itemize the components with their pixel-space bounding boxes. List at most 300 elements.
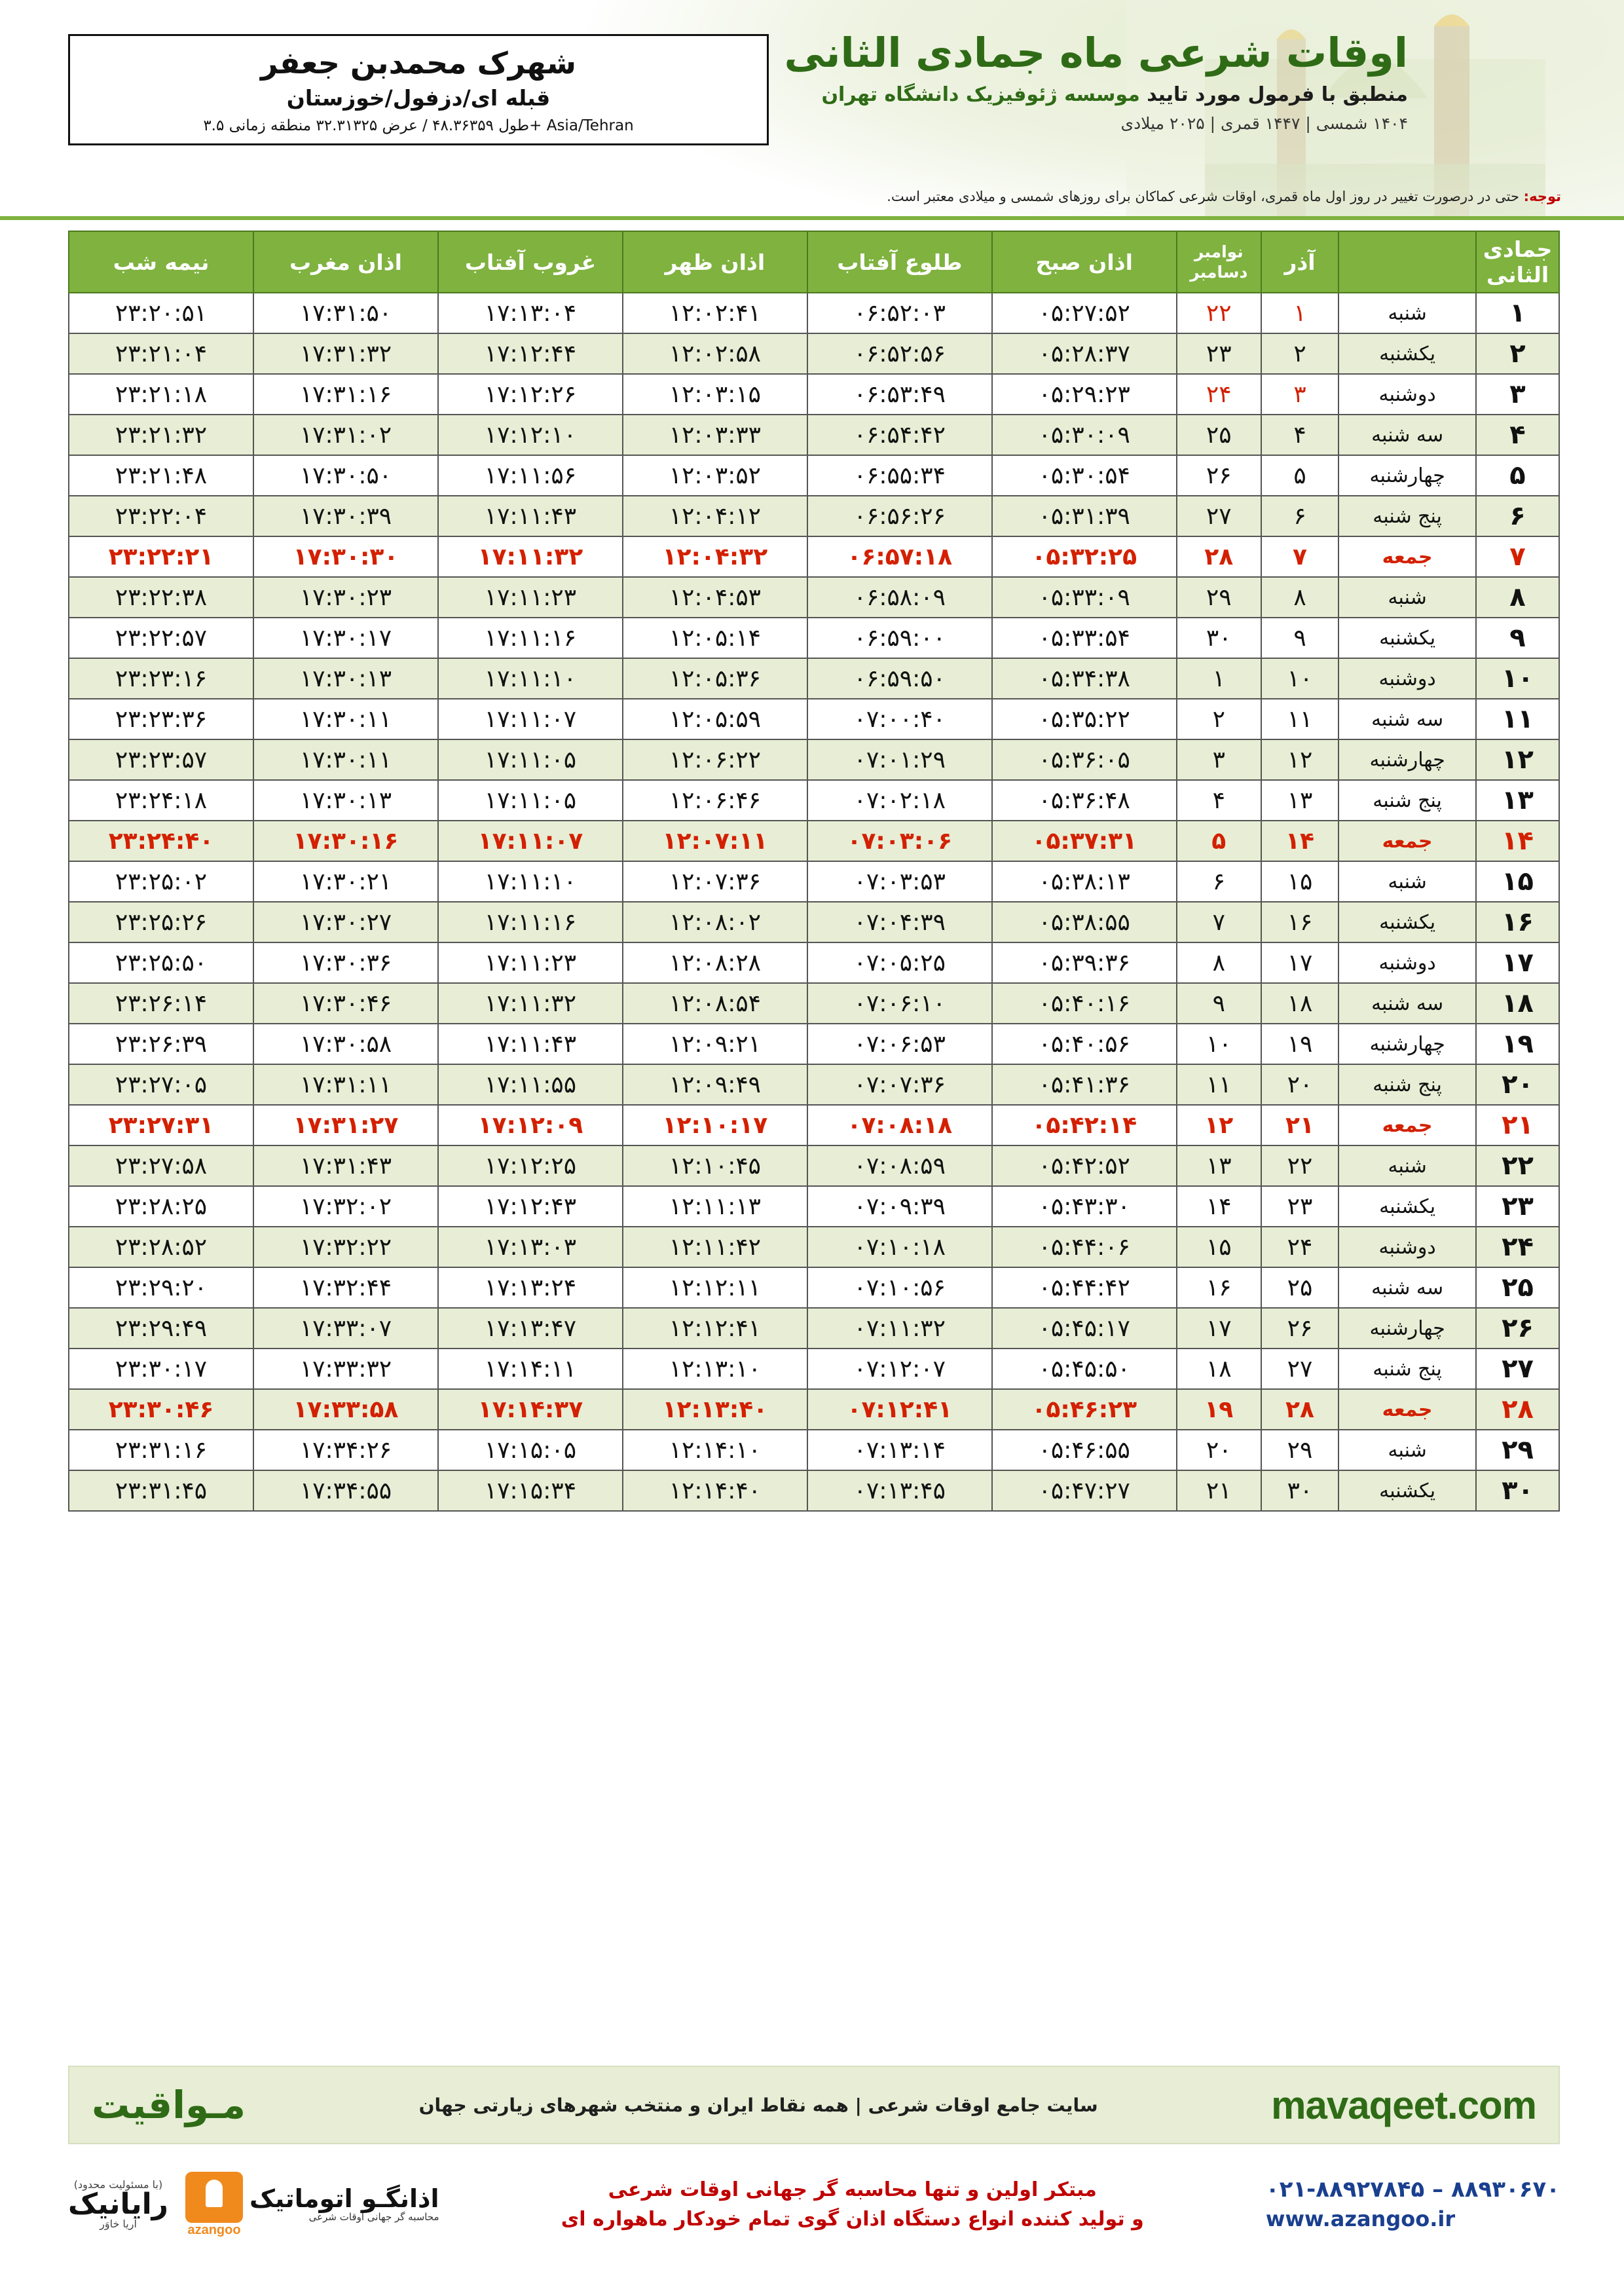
cell-gregorian-day: ۲۰ (1177, 1430, 1261, 1470)
cell-dhuhr: ۱۲:۱۰:۱۷ (623, 1105, 807, 1145)
table-row (69, 374, 1559, 415)
cell-maghrib: ۱۷:۳۲:۲۲ (253, 1227, 438, 1267)
cell-azar-day: ۲۳ (1261, 1186, 1338, 1227)
cell-maghrib: ۱۷:۳۱:۱۶ (253, 374, 438, 415)
cell-sunrise: ۰۶:۵۹:۵۰ (807, 658, 992, 699)
cell-fajr: ۰۵:۴۴:۰۶ (992, 1227, 1177, 1267)
cell-dhuhr: ۱۲:۰۳:۳۳ (623, 415, 807, 455)
table-row (69, 780, 1559, 821)
cell-fajr: ۰۵:۲۸:۳۷ (992, 333, 1177, 374)
cell-maghrib: ۱۷:۳۰:۱۶ (253, 821, 438, 861)
cell-hijri-day: ۲۷ (1476, 1349, 1559, 1389)
cell-sunset: ۱۷:۱۲:۰۹ (438, 1105, 623, 1145)
azangoo-logo-sub: محاسبه گر جهانی اوقات شرعی (308, 2211, 439, 2223)
cell-weekday: چهارشنبه (1338, 455, 1476, 496)
cell-dhuhr: ۱۲:۰۹:۲۱ (623, 1024, 807, 1064)
cell-sunset: ۱۷:۱۲:۲۶ (438, 374, 623, 415)
cell-hijri-day: ۱۷ (1476, 942, 1559, 983)
cell-maghrib: ۱۷:۳۲:۰۲ (253, 1186, 438, 1227)
page-footer (0, 2054, 1624, 2270)
cell-hijri-day: ۱۵ (1476, 861, 1559, 902)
cell-hijri-day: ۳ (1476, 374, 1559, 415)
table-row (69, 333, 1559, 374)
cell-azar-day: ۵ (1261, 455, 1338, 496)
cell-sunset: ۱۷:۱۱:۰۷ (438, 699, 623, 739)
city-coordinates: طول ۴۸.۳۶۳۵۹ / عرض ۳۲.۳۱۳۲۵ منطقه زمانی ۳.۵+ Asia/Tehran (203, 117, 634, 134)
cell-weekday: سه شنبه (1338, 1267, 1476, 1308)
table-row (69, 902, 1559, 942)
cell-gregorian-day: ۴ (1177, 780, 1261, 821)
cell-gregorian-day: ۲۱ (1177, 1470, 1261, 1511)
cell-midnight: ۲۳:۲۸:۵۲ (69, 1227, 253, 1267)
cell-hijri-day: ۹ (1476, 618, 1559, 658)
cell-dhuhr: ۱۲:۰۳:۱۵ (623, 374, 807, 415)
cell-hijri-day: ۱۰ (1476, 658, 1559, 699)
city-region: قبله ای/دزفول/خوزستان (286, 84, 551, 111)
cell-midnight: ۲۳:۲۹:۲۰ (69, 1267, 253, 1308)
table-row (69, 942, 1559, 983)
cell-fajr: ۰۵:۳۶:۴۸ (992, 780, 1177, 821)
cell-gregorian-day: ۱۹ (1177, 1389, 1261, 1430)
cell-weekday: دوشنبه (1338, 942, 1476, 983)
cell-fajr: ۰۵:۴۰:۵۶ (992, 1024, 1177, 1064)
cell-azar-day: ۱ (1261, 293, 1338, 333)
cell-midnight: ۲۳:۲۱:۳۲ (69, 415, 253, 455)
cell-dhuhr: ۱۲:۰۸:۲۸ (623, 942, 807, 983)
brand-domain[interactable]: mavaqeet.com (1271, 2083, 1536, 2127)
cell-maghrib: ۱۷:۳۰:۲۷ (253, 902, 438, 942)
cell-azar-day: ۱۹ (1261, 1024, 1338, 1064)
header-sunrise: طلوع آفتاب (807, 231, 992, 293)
table-row (69, 455, 1559, 496)
cell-midnight: ۲۳:۲۰:۵۱ (69, 293, 253, 333)
cell-midnight: ۲۳:۲۶:۱۴ (69, 983, 253, 1024)
header-note: توجه: حتی در درصورت تغییر در روز اول ماه قمری، اوقات شرعی کماکان برای روزهای شمسی و میلادی معتبر است. (887, 189, 1561, 204)
cell-weekday: جمعه (1338, 821, 1476, 861)
cell-gregorian-day: ۱۳ (1177, 1145, 1261, 1186)
cell-maghrib: ۱۷:۳۰:۲۳ (253, 577, 438, 618)
cell-azar-day: ۱۳ (1261, 780, 1338, 821)
table-row (69, 1470, 1559, 1511)
rayanik-logo-sub: آریا خاوَر (100, 2218, 137, 2230)
cell-maghrib: ۱۷:۳۱:۰۲ (253, 415, 438, 455)
cell-weekday: یکشنبه (1338, 902, 1476, 942)
cell-sunrise: ۰۶:۵۵:۳۴ (807, 455, 992, 496)
cell-sunrise: ۰۷:۱۱:۳۲ (807, 1308, 992, 1349)
cell-sunset: ۱۷:۱۱:۰۷ (438, 821, 623, 861)
cell-dhuhr: ۱۲:۱۱:۴۲ (623, 1227, 807, 1267)
prayer-times-table-wrap (68, 231, 1560, 1512)
cell-midnight: ۲۳:۲۶:۳۹ (69, 1024, 253, 1064)
cell-fajr: ۰۵:۳۸:۱۳ (992, 861, 1177, 902)
cell-weekday: شنبه (1338, 1145, 1476, 1186)
cell-dhuhr: ۱۲:۰۴:۱۲ (623, 496, 807, 536)
cell-gregorian-day: ۲۸ (1177, 536, 1261, 577)
cell-weekday: سه شنبه (1338, 983, 1476, 1024)
cell-dhuhr: ۱۲:۰۲:۵۸ (623, 333, 807, 374)
cell-sunrise: ۰۷:۰۵:۲۵ (807, 942, 992, 983)
cell-hijri-day: ۱۶ (1476, 902, 1559, 942)
cell-sunrise: ۰۶:۵۶:۲۶ (807, 496, 992, 536)
cell-azar-day: ۲۶ (1261, 1308, 1338, 1349)
cell-maghrib: ۱۷:۳۳:۵۸ (253, 1389, 438, 1430)
table-row (69, 1389, 1559, 1430)
cell-sunset: ۱۷:۱۱:۵۵ (438, 1064, 623, 1105)
cell-dhuhr: ۱۲:۰۹:۴۹ (623, 1064, 807, 1105)
table-row (69, 1024, 1559, 1064)
cell-azar-day: ۹ (1261, 618, 1338, 658)
header-midnight: نیمه شب (69, 231, 253, 293)
rayanik-logo (68, 2180, 168, 2229)
cell-maghrib: ۱۷:۳۰:۱۱ (253, 699, 438, 739)
slogan-line-2: و تولید کننده انواع دستگاه اذان گوی تمام خودکار ماهواره ای (561, 2208, 1144, 2231)
brand-tagline: سایت جامع اوقات شرعی | همه نقاط ایران و منتخب شهرهای زیارتی جهان (418, 2094, 1098, 2116)
cell-azar-day: ۲۷ (1261, 1349, 1338, 1389)
cell-weekday: جمعه (1338, 1389, 1476, 1430)
cell-azar-day: ۲۵ (1261, 1267, 1338, 1308)
cell-sunrise: ۰۶:۵۸:۰۹ (807, 577, 992, 618)
footer-bottom (68, 2159, 1560, 2250)
cell-sunset: ۱۷:۱۱:۰۵ (438, 780, 623, 821)
table-row (69, 983, 1559, 1024)
cell-maghrib: ۱۷:۳۰:۱۷ (253, 618, 438, 658)
cell-weekday: جمعه (1338, 1105, 1476, 1145)
cell-midnight: ۲۳:۲۲:۳۸ (69, 577, 253, 618)
cell-midnight: ۲۳:۲۹:۴۹ (69, 1308, 253, 1349)
cell-fajr: ۰۵:۴۰:۱۶ (992, 983, 1177, 1024)
cell-sunrise: ۰۶:۵۴:۴۲ (807, 415, 992, 455)
cell-hijri-day: ۵ (1476, 455, 1559, 496)
cell-weekday: شنبه (1338, 293, 1476, 333)
table-row (69, 618, 1559, 658)
cell-fajr: ۰۵:۴۲:۱۴ (992, 1105, 1177, 1145)
cell-weekday: شنبه (1338, 1430, 1476, 1470)
cell-dhuhr: ۱۲:۱۱:۱۳ (623, 1186, 807, 1227)
cell-midnight: ۲۳:۲۴:۴۰ (69, 821, 253, 861)
cell-maghrib: ۱۷:۳۰:۱۳ (253, 658, 438, 699)
table-row (69, 821, 1559, 861)
cell-hijri-day: ۲۲ (1476, 1145, 1559, 1186)
prayer-times-table (68, 231, 1560, 1512)
cell-sunset: ۱۷:۱۱:۲۳ (438, 942, 623, 983)
cell-fajr: ۰۵:۲۹:۲۳ (992, 374, 1177, 415)
header-gregorian (1177, 231, 1261, 293)
cell-sunrise: ۰۷:۰۳:۰۶ (807, 821, 992, 861)
cell-midnight: ۲۳:۲۸:۲۵ (69, 1186, 253, 1227)
azangoo-logo-latin: azangoo (187, 2222, 241, 2237)
cell-maghrib: ۱۷:۳۰:۳۶ (253, 942, 438, 983)
cell-sunset: ۱۷:۱۳:۲۴ (438, 1267, 623, 1308)
cell-weekday: یکشنبه (1338, 1186, 1476, 1227)
cell-sunrise: ۰۷:۰۶:۵۳ (807, 1024, 992, 1064)
cell-hijri-day: ۱۳ (1476, 780, 1559, 821)
cell-midnight: ۲۳:۲۵:۵۰ (69, 942, 253, 983)
table-row (69, 496, 1559, 536)
cell-maghrib: ۱۷:۳۰:۱۱ (253, 739, 438, 780)
cell-sunset: ۱۷:۱۵:۰۵ (438, 1430, 623, 1470)
cell-maghrib: ۱۷:۳۰:۲۱ (253, 861, 438, 902)
cell-sunrise: ۰۶:۵۲:۵۶ (807, 333, 992, 374)
cell-weekday: چهارشنبه (1338, 1308, 1476, 1349)
cell-sunrise: ۰۷:۱۳:۴۵ (807, 1470, 992, 1511)
cell-azar-day: ۱۴ (1261, 821, 1338, 861)
cell-weekday: دوشنبه (1338, 658, 1476, 699)
cell-weekday: پنج شنبه (1338, 1064, 1476, 1105)
cell-azar-day: ۱۷ (1261, 942, 1338, 983)
cell-maghrib: ۱۷:۳۲:۴۴ (253, 1267, 438, 1308)
cell-fajr: ۰۵:۴۵:۱۷ (992, 1308, 1177, 1349)
cell-dhuhr: ۱۲:۰۲:۴۱ (623, 293, 807, 333)
cell-hijri-day: ۲ (1476, 333, 1559, 374)
cell-azar-day: ۲۱ (1261, 1105, 1338, 1145)
cell-midnight: ۲۳:۲۱:۴۸ (69, 455, 253, 496)
cell-dhuhr: ۱۲:۰۶:۴۶ (623, 780, 807, 821)
cell-dhuhr: ۱۲:۱۳:۱۰ (623, 1349, 807, 1389)
cell-hijri-day: ۲۹ (1476, 1430, 1559, 1470)
cell-weekday: چهارشنبه (1338, 739, 1476, 780)
cell-gregorian-day: ۱۴ (1177, 1186, 1261, 1227)
cell-gregorian-day: ۲۹ (1177, 577, 1261, 618)
cell-sunrise: ۰۶:۵۳:۴۹ (807, 374, 992, 415)
cell-dhuhr: ۱۲:۰۸:۰۲ (623, 902, 807, 942)
table-row (69, 1430, 1559, 1470)
cell-hijri-day: ۳۰ (1476, 1470, 1559, 1511)
cell-azar-day: ۸ (1261, 577, 1338, 618)
cell-dhuhr: ۱۲:۱۳:۴۰ (623, 1389, 807, 1430)
header-maghrib: اذان مغرب (253, 231, 438, 293)
cell-weekday: یکشنبه (1338, 1470, 1476, 1511)
cell-sunrise: ۰۷:۰۰:۴۰ (807, 699, 992, 739)
table-row (69, 293, 1559, 333)
table-header-row (69, 231, 1559, 293)
cell-hijri-day: ۱۴ (1476, 821, 1559, 861)
cell-gregorian-day: ۱۶ (1177, 1267, 1261, 1308)
cell-midnight: ۲۳:۳۰:۱۷ (69, 1349, 253, 1389)
cell-sunset: ۱۷:۱۱:۴۳ (438, 496, 623, 536)
cell-fajr: ۰۵:۴۵:۵۰ (992, 1349, 1177, 1389)
cell-gregorian-day: ۲۲ (1177, 293, 1261, 333)
cell-sunrise: ۰۷:۰۳:۵۳ (807, 861, 992, 902)
table-row (69, 415, 1559, 455)
footer-logos (68, 2172, 439, 2238)
cell-sunset: ۱۷:۱۱:۱۰ (438, 861, 623, 902)
cell-azar-day: ۲ (1261, 333, 1338, 374)
cell-sunset: ۱۷:۱۲:۲۵ (438, 1145, 623, 1186)
cell-hijri-day: ۱۱ (1476, 699, 1559, 739)
cell-azar-day: ۲۸ (1261, 1389, 1338, 1430)
cell-dhuhr: ۱۲:۱۲:۱۱ (623, 1267, 807, 1308)
azangoo-logo-title: اذانگـو اتوماتیک (249, 2184, 439, 2214)
cell-hijri-day: ۸ (1476, 577, 1559, 618)
cell-fajr: ۰۵:۳۲:۲۵ (992, 536, 1177, 577)
subtitle-institute: موسسه ژئوفیزیک دانشگاه تهران (821, 83, 1140, 107)
cell-midnight: ۲۳:۲۵:۰۲ (69, 861, 253, 902)
table-row (69, 1105, 1559, 1145)
cell-fajr: ۰۵:۳۷:۳۱ (992, 821, 1177, 861)
cell-maghrib: ۱۷:۳۴:۲۶ (253, 1430, 438, 1470)
cell-azar-day: ۲۲ (1261, 1145, 1338, 1186)
cell-fajr: ۰۵:۳۹:۳۶ (992, 942, 1177, 983)
cell-azar-day: ۱۵ (1261, 861, 1338, 902)
cell-hijri-day: ۲۶ (1476, 1308, 1559, 1349)
cell-fajr: ۰۵:۴۲:۵۲ (992, 1145, 1177, 1186)
cell-weekday: دوشنبه (1338, 1227, 1476, 1267)
cell-fajr: ۰۵:۴۶:۵۵ (992, 1430, 1177, 1470)
table-row (69, 1145, 1559, 1186)
cell-maghrib: ۱۷:۳۴:۵۵ (253, 1470, 438, 1511)
table-row (69, 861, 1559, 902)
cell-midnight: ۲۳:۲۱:۰۴ (69, 333, 253, 374)
azangoo-logo-text (249, 2186, 439, 2223)
cell-hijri-day: ۲۰ (1476, 1064, 1559, 1105)
cell-hijri-day: ۱۸ (1476, 983, 1559, 1024)
cell-midnight: ۲۳:۲۳:۱۶ (69, 658, 253, 699)
cell-dhuhr: ۱۲:۱۲:۴۱ (623, 1308, 807, 1349)
cell-sunrise: ۰۷:۰۶:۱۰ (807, 983, 992, 1024)
cell-fajr: ۰۵:۴۱:۳۶ (992, 1064, 1177, 1105)
table-row (69, 1308, 1559, 1349)
cell-midnight: ۲۳:۲۷:۳۱ (69, 1105, 253, 1145)
cell-azar-day: ۳ (1261, 374, 1338, 415)
cell-midnight: ۲۳:۲۱:۱۸ (69, 374, 253, 415)
cell-midnight: ۲۳:۲۲:۵۷ (69, 618, 253, 658)
rayanik-logo-top: (با مسئولیت محدود) (73, 2178, 163, 2191)
cell-hijri-day: ۱۲ (1476, 739, 1559, 780)
header-azar: آذر (1261, 231, 1338, 293)
cell-gregorian-day: ۲۷ (1177, 496, 1261, 536)
cell-midnight: ۲۳:۲۴:۱۸ (69, 780, 253, 821)
cell-dhuhr: ۱۲:۰۸:۵۴ (623, 983, 807, 1024)
cell-sunset: ۱۷:۱۱:۱۰ (438, 658, 623, 699)
cell-sunrise: ۰۶:۵۲:۰۳ (807, 293, 992, 333)
cell-fajr: ۰۵:۳۵:۲۲ (992, 699, 1177, 739)
cell-fajr: ۰۵:۴۶:۲۳ (992, 1389, 1177, 1430)
cell-maghrib: ۱۷:۳۱:۳۲ (253, 333, 438, 374)
cell-azar-day: ۲۴ (1261, 1227, 1338, 1267)
cell-midnight: ۲۳:۲۷:۵۸ (69, 1145, 253, 1186)
table-body (69, 293, 1559, 1511)
cell-gregorian-day: ۲۵ (1177, 415, 1261, 455)
cell-azar-day: ۶ (1261, 496, 1338, 536)
cell-hijri-day: ۷ (1476, 536, 1559, 577)
cell-gregorian-day: ۸ (1177, 942, 1261, 983)
table-row (69, 699, 1559, 739)
cell-hijri-day: ۱ (1476, 293, 1559, 333)
page-title: اوقات شرعی ماه جمادی الثانی (784, 29, 1408, 77)
cell-weekday: یکشنبه (1338, 618, 1476, 658)
cell-sunset: ۱۷:۱۱:۲۳ (438, 577, 623, 618)
cell-sunrise: ۰۷:۰۱:۲۹ (807, 739, 992, 780)
cell-sunset: ۱۷:۱۱:۳۲ (438, 536, 623, 577)
cell-sunrise: ۰۷:۱۰:۱۸ (807, 1227, 992, 1267)
cell-fajr: ۰۵:۳۳:۰۹ (992, 577, 1177, 618)
city-name: شهرک محمدبن جعفر (261, 45, 576, 81)
cell-maghrib: ۱۷:۳۰:۱۳ (253, 780, 438, 821)
page-header (0, 0, 1624, 220)
cell-sunrise: ۰۷:۰۴:۳۹ (807, 902, 992, 942)
cell-azar-day: ۱۲ (1261, 739, 1338, 780)
cell-midnight: ۲۳:۳۱:۴۵ (69, 1470, 253, 1511)
header-dhuhr: اذان ظهر (623, 231, 807, 293)
cell-weekday: جمعه (1338, 536, 1476, 577)
cell-midnight: ۲۳:۲۷:۰۵ (69, 1064, 253, 1105)
cell-dhuhr: ۱۲:۰۳:۵۲ (623, 455, 807, 496)
cell-maghrib: ۱۷:۳۰:۴۶ (253, 983, 438, 1024)
website-url[interactable]: www.azangoo.ir (1265, 2206, 1456, 2232)
table-row (69, 1349, 1559, 1389)
brand-name-ar: مـواقیت (92, 2083, 246, 2127)
cell-fajr: ۰۵:۳۱:۳۹ (992, 496, 1177, 536)
cell-weekday: چهارشنبه (1338, 1024, 1476, 1064)
header-dates: ۱۴۰۴ شمسی | ۱۴۴۷ قمری | ۲۰۲۵ میلادی (1120, 114, 1408, 134)
cell-gregorian-day: ۱۷ (1177, 1308, 1261, 1349)
cell-azar-day: ۴ (1261, 415, 1338, 455)
cell-hijri-day: ۴ (1476, 415, 1559, 455)
rayanik-logo-title: رایانیک (68, 2187, 169, 2221)
cell-fajr: ۰۵:۳۰:۰۹ (992, 415, 1177, 455)
azangoo-logo (185, 2172, 439, 2238)
cell-sunset: ۱۷:۱۱:۴۳ (438, 1024, 623, 1064)
cell-fajr: ۰۵:۴۳:۳۰ (992, 1186, 1177, 1227)
header-fajr: اذان صبح (992, 231, 1177, 293)
cell-gregorian-day: ۱۸ (1177, 1349, 1261, 1389)
cell-dhuhr: ۱۲:۰۷:۳۶ (623, 861, 807, 902)
cell-azar-day: ۷ (1261, 536, 1338, 577)
cell-weekday: یکشنبه (1338, 333, 1476, 374)
header-title-block (784, 31, 1409, 133)
cell-midnight: ۲۳:۲۲:۰۴ (69, 496, 253, 536)
cell-midnight: ۲۳:۲۵:۲۶ (69, 902, 253, 942)
cell-gregorian-day: ۶ (1177, 861, 1261, 902)
cell-sunset: ۱۷:۱۲:۴۴ (438, 333, 623, 374)
cell-fajr: ۰۵:۳۶:۰۵ (992, 739, 1177, 780)
cell-sunrise: ۰۶:۵۷:۱۸ (807, 536, 992, 577)
cell-sunset: ۱۷:۱۳:۴۷ (438, 1308, 623, 1349)
header-weekday (1338, 231, 1476, 293)
cell-maghrib: ۱۷:۳۰:۳۹ (253, 496, 438, 536)
table-row (69, 1064, 1559, 1105)
footer-slogan (561, 2175, 1144, 2234)
cell-weekday: شنبه (1338, 577, 1476, 618)
cell-fajr: ۰۵:۳۳:۵۴ (992, 618, 1177, 658)
cell-weekday: پنج شنبه (1338, 496, 1476, 536)
cell-maghrib: ۱۷:۳۰:۳۰ (253, 536, 438, 577)
cell-dhuhr: ۱۲:۱۴:۴۰ (623, 1470, 807, 1511)
cell-midnight: ۲۳:۳۰:۴۶ (69, 1389, 253, 1430)
cell-sunset: ۱۷:۱۵:۳۴ (438, 1470, 623, 1511)
cell-azar-day: ۲۹ (1261, 1430, 1338, 1470)
cell-dhuhr: ۱۲:۰۵:۵۹ (623, 699, 807, 739)
cell-sunrise: ۰۷:۰۹:۳۹ (807, 1186, 992, 1227)
cell-dhuhr: ۱۲:۱۴:۱۰ (623, 1430, 807, 1470)
table-row (69, 577, 1559, 618)
cell-dhuhr: ۱۲:۰۷:۱۱ (623, 821, 807, 861)
slogan-line-1: مبتکر اولین و تنها محاسبه گر جهانی اوقات شرعی (608, 2178, 1097, 2201)
table-row (69, 739, 1559, 780)
cell-maghrib: ۱۷:۳۰:۵۰ (253, 455, 438, 496)
cell-midnight: ۲۳:۲۲:۲۱ (69, 536, 253, 577)
cell-gregorian-day: ۲ (1177, 699, 1261, 739)
cell-sunrise: ۰۷:۱۲:۴۱ (807, 1389, 992, 1430)
cell-dhuhr: ۱۲:۰۵:۱۴ (623, 618, 807, 658)
cell-sunrise: ۰۷:۱۳:۱۴ (807, 1430, 992, 1470)
cell-sunrise: ۰۷:۰۲:۱۸ (807, 780, 992, 821)
cell-gregorian-day: ۷ (1177, 902, 1261, 942)
cell-fajr: ۰۵:۴۷:۲۷ (992, 1470, 1177, 1511)
cell-dhuhr: ۱۲:۰۵:۳۶ (623, 658, 807, 699)
cell-sunset: ۱۷:۱۳:۰۳ (438, 1227, 623, 1267)
cell-sunrise: ۰۶:۵۹:۰۰ (807, 618, 992, 658)
